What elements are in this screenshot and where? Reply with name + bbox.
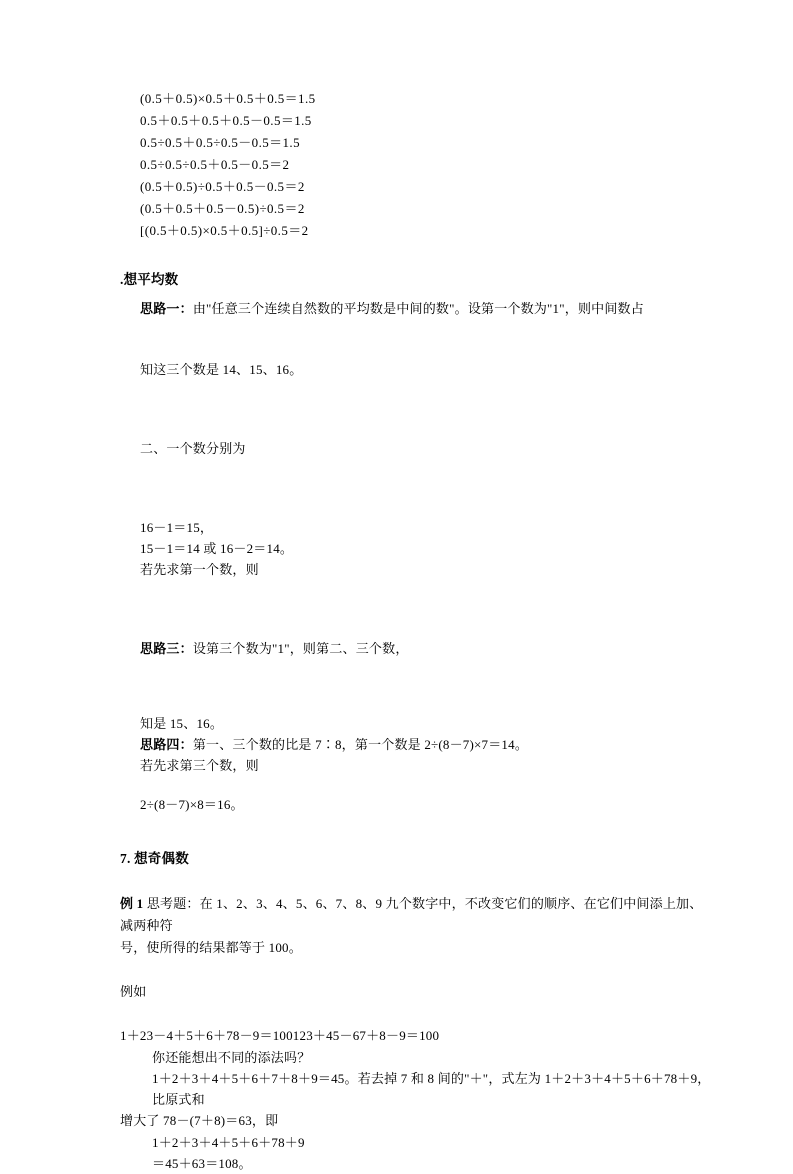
idea-four-paragraph (140, 734, 715, 755)
idea-four-text: 第一、三个数的比是 7∶8，第一个数是 2÷(8－7)×7＝14。 (192, 737, 529, 752)
line-first-number: 若先求第一个数，则 (140, 562, 259, 577)
equation-line: 0.5÷0.5÷0.5＋0.5－0.5＝2 (140, 157, 290, 172)
equation-line: 0.5÷0.5＋0.5÷0.5－0.5＝1.5 (140, 135, 300, 150)
example-label: 例 1 (120, 896, 144, 911)
line-third-number: 若先求第三个数，则 (140, 758, 259, 773)
idea-three-text: 设第三个数为"1"，则第二、三个数， (192, 641, 409, 656)
line-sum-explanation: 1＋2＋3＋4＋5＋6＋7＋8＋9＝45。若去掉 7 和 8 间的"＋"，式左为 1＋2＋3＋4＋5＋6＋78＋9，比原式和 (152, 1071, 711, 1107)
equation-15-minus-1: 15－1＝14 或 16－2＝14。 (140, 541, 294, 556)
line-second-item: 二、一个数分别为 (140, 441, 246, 456)
equation-line: (0.5＋0.5)×0.5＋0.5＋0.5＝1.5 (140, 91, 316, 106)
equation-line: [(0.5＋0.5)×0.5＋0.5]÷0.5＝2 (140, 223, 309, 238)
idea-three-paragraph (140, 638, 715, 659)
calculation-line-2: ＝45＋63＝108。 (152, 1156, 252, 1171)
example-title: 思考题：在 1、2、3、4、5、6、7、8、9 九个数字中，不改变它们的顺序、在它们中间添上加、减两种符 (120, 896, 703, 933)
example-paragraph (120, 893, 715, 959)
idea-three-label: 思路三： (140, 641, 193, 656)
equation-block (140, 88, 715, 242)
line-know-three-numbers: 知这三个数是 14、15、16。 (140, 362, 303, 377)
idea-one-label: 思路一： (140, 301, 193, 316)
equation-line: (0.5＋0.5＋0.5－0.5)÷0.5＝2 (140, 201, 305, 216)
section-heading-parity: 7. 想奇偶数 (120, 851, 189, 866)
example-title-continued: 号，使所得的结果都等于 100。 (120, 940, 302, 955)
idea-one-paragraph (140, 298, 715, 319)
idea-four-label: 思路四： (140, 737, 193, 752)
section-heading-average: .想平均数 (120, 272, 179, 287)
like-label: 例如 (120, 984, 147, 999)
equation-result-16: 2÷(8－7)×8＝16。 (140, 797, 244, 812)
equation-16-minus-1: 16－1＝15， (140, 520, 214, 535)
equation-line: (0.5＋0.5)÷0.5＋0.5－0.5＝2 (140, 179, 305, 194)
equation-example-100: 1＋23－4＋5＋6＋78－9＝100123＋45－67＋8－9＝100 (120, 1028, 440, 1043)
calculation-line-1: 1＋2＋3＋4＋5＋6＋78＋9 (152, 1135, 305, 1150)
question-other-methods: 你还能想出不同的添法吗？ (152, 1050, 311, 1065)
idea-one-text: 由"任意三个连续自然数的平均数是中间的数"。设第一个数为"1"，则中间数占 (192, 301, 644, 316)
equation-line: 0.5＋0.5＋0.5＋0.5－0.5＝1.5 (140, 113, 312, 128)
line-know-15-16: 知是 15、16。 (140, 716, 224, 731)
line-sum-explanation-continued: 增大了 78－(7＋8)＝63，即 (120, 1113, 279, 1128)
